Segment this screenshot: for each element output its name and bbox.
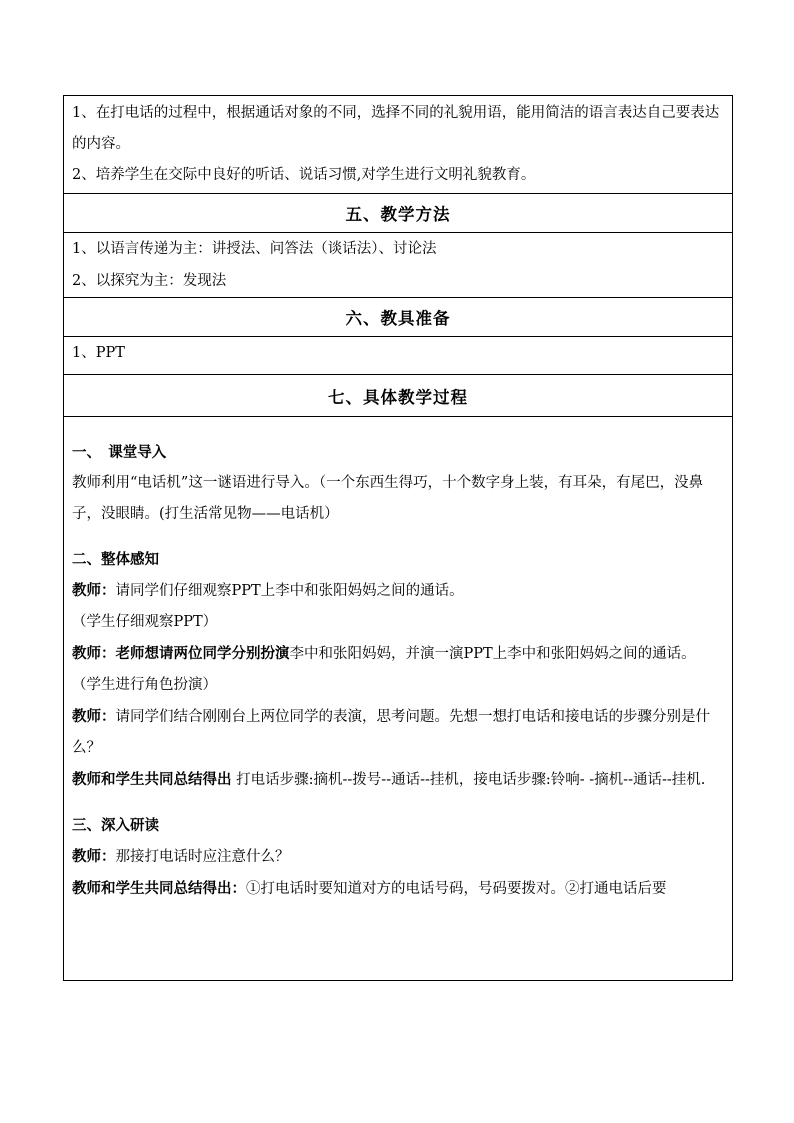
- intro-text: 教师利用“电话机”这一谜语进行导入。（一个东西生得巧，十个数字身上装，有耳朵，有尾巴，没鼻子，没眼睛。(打生活常见物——电话机）: [72, 475, 704, 522]
- dialogue-text: 请同学们仔细观察PPT上李中和张阳妈妈之间的通话。: [115, 583, 464, 599]
- summary-paragraph: [72, 764, 724, 796]
- speaker-label: 教师：: [72, 582, 116, 599]
- dialogue-paragraph: [72, 638, 724, 670]
- methods-cell: [64, 233, 732, 298]
- summary-paragraph: [72, 873, 724, 905]
- section-heading-methods: 五、教学方法: [64, 194, 732, 233]
- dialogue-paragraph: [72, 575, 724, 607]
- section-heading-process: 七、具体教学过程: [64, 375, 732, 417]
- summary-text: 打电话步骤:摘机--拨号--通话--挂机，接电话步骤:铃响- -摘机--通话--挂机.: [231, 772, 706, 788]
- dialogue-text: 李中和张阳妈妈，并演一演PPT上李中和张阳妈妈之间的通话。: [289, 646, 696, 662]
- goals-cell: [64, 96, 732, 194]
- materials-cell: [64, 337, 732, 375]
- student-action: （学生仔细观察PPT）: [72, 614, 218, 630]
- dialogue-paragraph: [72, 841, 724, 873]
- part-title-study: 三、深入研读: [72, 817, 159, 834]
- part-title-intro: 一、 课堂导入: [72, 444, 167, 461]
- speaker-label: 教师：: [72, 708, 116, 725]
- dialogue-text: 请同学们结合刚刚台上两位同学的表演，思考问题。先想一想打电话和接电话的步骤分别是什么？: [72, 709, 710, 756]
- speaker-label: 教师：: [72, 848, 116, 865]
- goal-item: 1、在打电话的过程中，根据通话对象的不同，选择不同的礼貌用语，能用简洁的语言表达自己要表达的内容。: [72, 105, 720, 152]
- part-title-overview: 二、整体感知: [72, 551, 159, 568]
- goal-item: 2、培养学生在交际中良好的听话、说话习惯,对学生进行文明礼貌教育。: [72, 167, 536, 183]
- dialogue-paragraph: [72, 701, 724, 764]
- speaker-label: 教师：老师想请两位同学分别扮演: [72, 645, 290, 662]
- section-heading-materials: 六、教具准备: [64, 298, 732, 337]
- method-item: 2、以探究为主：发现法: [72, 273, 227, 289]
- dialogue-text: 那接打电话时应注意什么？: [115, 849, 290, 865]
- student-action: （学生进行角色扮演）: [72, 677, 217, 693]
- method-item: 1、以语言传递为主：讲授法、问答法（谈话法）、讨论法: [72, 241, 437, 257]
- summary-text: ①打电话时要知道对方的电话号码，号码要拨对。②打通电话后要: [246, 881, 667, 897]
- material-item: 1、PPT: [72, 345, 125, 361]
- summary-label: 教师和学生共同总结得出: [72, 771, 232, 788]
- summary-label: 教师和学生共同总结得出：: [72, 880, 246, 897]
- lesson-plan-table: [63, 95, 733, 981]
- process-cell: [64, 417, 732, 980]
